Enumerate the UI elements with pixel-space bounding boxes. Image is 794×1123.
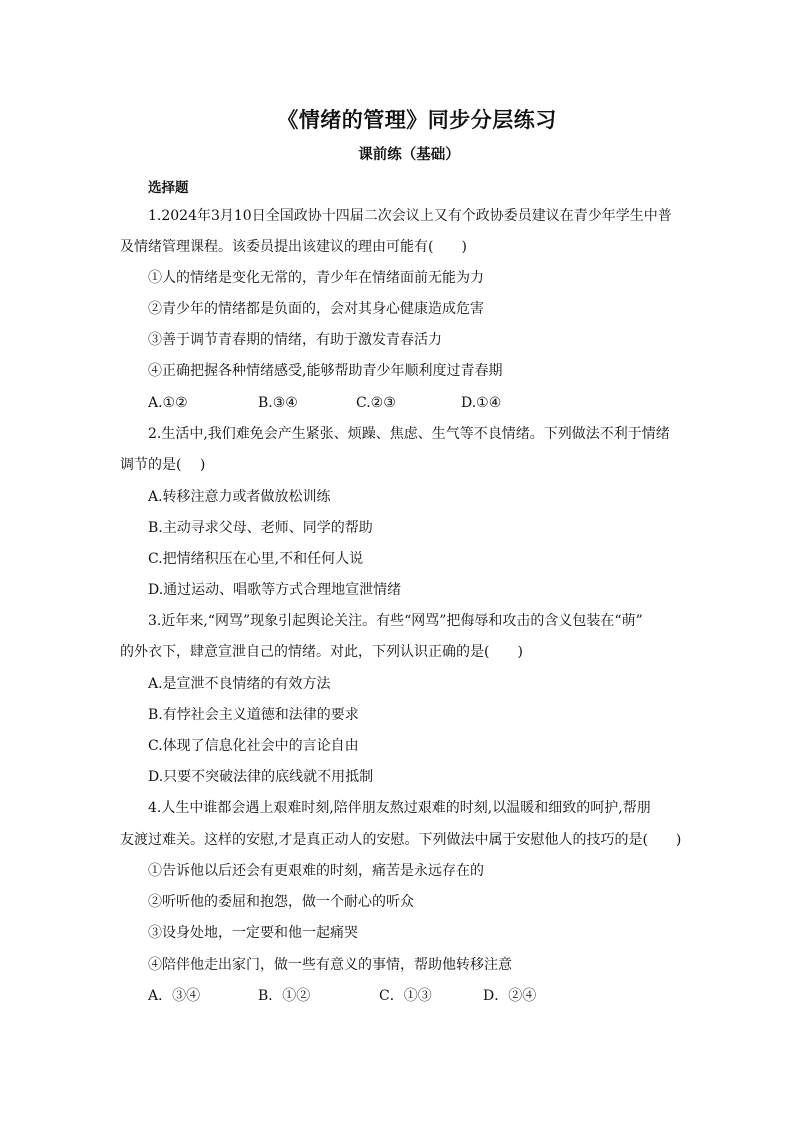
q3-stem-line1: 3.近年来,“网骂”现象引起舆论关注。有些“网骂”把侮辱和攻击的含义包装在“萌” [148,613,643,629]
q1-statement-3: ③善于调节青春期的情绪，有助于激发青春活力 [148,332,442,348]
q2-option-a: A.转移注意力或者做放松训练 [148,489,331,505]
q4-option-c: C．①③ [379,988,432,1004]
q4-stem-line2: 友渡过难关。这样的安慰,才是真正动人的安慰。下列做法中属于安慰他人的技巧的是( ) [120,832,682,848]
q1-statement-2: ②青少年的情绪都是负面的，会对其身心健康造成危害 [148,301,484,317]
q4-statement-4: ④陪伴他走出家门，做一些有意义的事情，帮助他转移注意 [148,957,512,973]
q4-option-a: A．③④ [148,988,201,1004]
q3-option-a: A.是宣泄不良情绪的有效方法 [148,676,331,692]
q2-stem-line2: 调节的是( ) [120,457,206,473]
q4-statement-1: ①告诉他以后还会有更艰难的时刻，痛苦是永远存在的 [148,863,484,879]
page-title: 《情绪的管理》同步分层练习 [277,107,557,132]
q4-statement-3: ③设身处地，一定要和他一起痛哭 [148,925,358,941]
q4-option-b: B．①② [258,988,311,1004]
q3-option-b: B.有悖社会主义道德和法律的要求 [148,707,359,723]
q4-statement-2: ②听听他的委屈和抱怨，做一个耐心的听众 [148,894,414,910]
q4-option-d: D．②④ [483,988,537,1004]
q3-option-d: D.只要不突破法律的底线就不用抵制 [148,769,374,785]
q2-option-c: C.把情绪积压在心里,不和任何人说 [148,551,364,567]
q1-option-d: D.①④ [461,395,502,411]
page-subtitle: 课前练（基础） [358,146,460,163]
q3-option-c: C.体现了信息化社会中的言论自由 [148,738,359,754]
q1-option-b: B.③④ [258,395,298,411]
q1-stem-line2: 及情绪管理课程。该委员提出该建议的理由可能有( ) [120,239,467,255]
q3-stem-line2: 的外衣下，肆意宣泄自己的情绪。对此，下列认识正确的是( ) [120,644,523,660]
q1-option-a: A.①② [148,395,188,411]
q4-stem-line1: 4.人生中谁都会遇上艰难时刻,陪伴朋友熬过艰难的时刻,以温暖和细致的呵护,帮朋 [148,800,651,816]
q2-option-d: D.通过运动、唱歌等方式合理地宣泄情绪 [148,582,402,598]
q1-option-c: C.②③ [356,395,396,411]
q2-stem-line1: 2.生活中,我们难免会产生紧张、烦躁、焦虑、生气等不良情绪。下列做法不利于情绪 [148,426,670,442]
q1-stem-line1: 1.2024年3月10日全国政协十四届二次会议上又有个政协委员建议在青少年学生中普 [148,208,672,224]
section-heading: 选择题 [148,180,189,196]
q2-option-b: B.主动寻求父母、老师、同学的帮助 [148,520,373,536]
q1-statement-1: ①人的情绪是变化无常的，青少年在情绪面前无能为力 [148,270,484,286]
q1-statement-4: ④正确把握各种情绪感受,能够帮助青少年顺利度过青春期 [148,363,503,379]
